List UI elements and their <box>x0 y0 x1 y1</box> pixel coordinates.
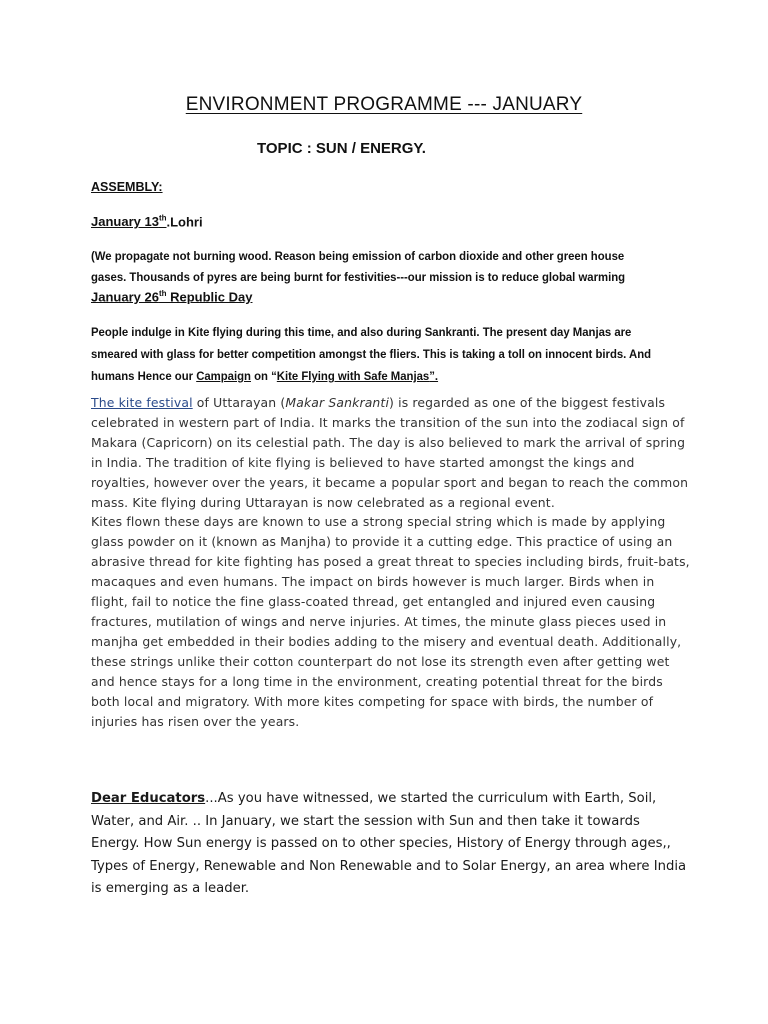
page-title <box>0 94 768 116</box>
manjha-paragraph: Kites flown these days are known to use a strong special string which is made by applying glass powder on it (known as Manjha) to provide it a cutting edge. This practice of using an abrasive thread for kite fighting has posed a great threat to species including birds, fruit-bats, macaques and even humans. The impact on birds however is much larger. Birds when in flight, fail to notice the fine glass-coated thread, get entangled and injured even causing fractures, mutilation of wings and nerve injuries. At times, the minute glass pieces used in manjha get embedded in their bodies adding to the misery and eventual death. Additionally, these strings unlike their cotton counterpart do not lose its strength even after getting wet and hence stays for a long time in the environment, creating potential threat for the birds both local and migratory. With more kites competing for space with birds, the number of injuries has risen over the years. <box>91 514 690 729</box>
educators-paragraph <box>91 788 691 901</box>
lohri-date: January 13th <box>91 214 167 230</box>
page-title-text: ENVIRONMENT PROGRAMME --- JANUARY <box>185 94 583 115</box>
lohri-heading <box>91 214 203 229</box>
republic-date: January 26 <box>91 289 159 305</box>
kite-festival-paragraph: The kite festival of Uttarayan (Makar Sankranti) is regarded as one of the biggest festivals celebrated in western part of India. It marks the transition of the sun into the zodiacal sign of Makara (Capricorn) on its celestial path. The day is also believed to mark the arrival of spring in India. The tradition of kite flying is believed to have started amongst the kings and royalties, however over the years, it became a popular sport and began to reach the common mass. Kite flying during Uttarayan is now celebrated as a regional event. <box>91 395 689 510</box>
campaign-paragraph: People indulge in Kite flying during this time, and also during Sankranti. The present day Manjas are smeared with glass for better competition amongst the fliers. This is taking a toll on innocent birds. And humans Hence our Campaign on “Kite Flying with Safe Manjas”. <box>91 325 652 383</box>
republic-label: Republic Day <box>166 289 253 305</box>
republic-day-heading: January 26th Republic Day <box>91 289 253 305</box>
educators-text: ...As you have witnessed, we started the curriculum with Earth, Soil, Water, and Air. .. In January, we start the session with Sun and then take it towards Energy. How Sun energy is passed on to other species, History of Energy through ages,, Types of Energy, Renewable and Non Renewable and to Solar Energy, an area where India is emerging as a leader. <box>91 791 687 896</box>
makar-sankranti-italic: Makar Sankranti <box>285 395 390 410</box>
educators-lead: Dear Educators <box>91 791 206 806</box>
kite-festival-section <box>91 393 691 731</box>
campaign-word: Campaign <box>196 369 251 383</box>
topic-heading: TOPIC : SUN / ENERGY. <box>257 140 426 157</box>
lohri-paragraph: (We propagate not burning wood. Reason being emission of carbon dioxide and other green house gases. Thousands of pyres are being burnt for festivities---our mission is to reduce global warming <box>91 249 626 284</box>
assembly-heading: ASSEMBLY: <box>91 180 163 194</box>
campaign-name: Kite Flying with Safe Manjas <box>276 369 430 383</box>
lohri-label: .Lohri <box>166 214 203 230</box>
kite-festival-link[interactable]: The kite festival <box>91 395 193 410</box>
